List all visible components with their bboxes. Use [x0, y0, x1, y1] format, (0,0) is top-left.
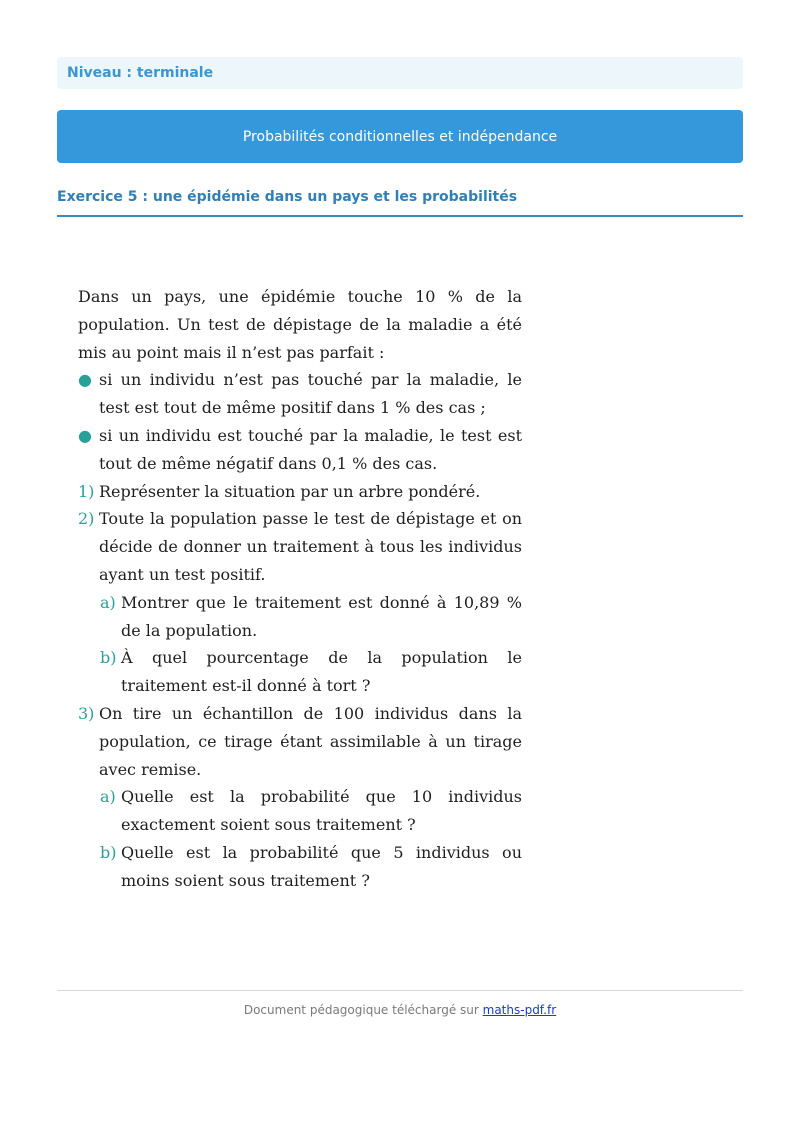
footer-link[interactable]: maths-pdf.fr	[482, 1003, 557, 1017]
bullet-item	[78, 422, 522, 478]
question-2b	[100, 644, 522, 700]
question-2a	[100, 589, 522, 645]
question-text: On tire un échantillon de 100 individus dans la population, ce tirage étant assimilable à un tirage avec remise.	[99, 703, 522, 779]
title-banner	[57, 110, 743, 163]
footer-divider	[57, 990, 743, 991]
question-number: 2)	[78, 509, 95, 529]
bullet-icon: ●	[78, 370, 92, 390]
level-label: Niveau : terminale	[67, 65, 214, 81]
bullet-text: si un individu est touché par la maladie, le test est tout de même négatif dans 0,1 % des cas.	[99, 425, 522, 473]
subquestion-text: Montrer que le traitement est donné à 10,89 % de la population.	[121, 592, 522, 640]
footer-text: Document pédagogique téléchargé sur	[243, 1003, 483, 1017]
question-text: Représenter la situation par un arbre pondéré.	[99, 481, 481, 501]
subquestion-label: b)	[100, 842, 117, 862]
bullet-icon: ●	[78, 425, 92, 445]
exercise-title: Exercice 5 : une épidémie dans un pays et les probabilités	[57, 189, 518, 205]
question-1	[78, 478, 522, 506]
subquestion-label: b)	[100, 648, 117, 668]
bullet-text: si un individu n’est pas touché par la maladie, le test est tout de même positif dans 1 % des cas ;	[99, 370, 522, 418]
bullet-item	[78, 366, 522, 422]
question-number: 1)	[78, 481, 95, 501]
question-3b	[100, 839, 522, 895]
level-box	[57, 57, 743, 89]
question-number: 3)	[78, 703, 95, 723]
subquestion-text: À quel pourcentage de la population le traitement est-il donné à tort ?	[121, 648, 522, 696]
question-3	[78, 700, 522, 783]
question-text: Toute la population passe le test de dépistage et on décide de donner un traitement à tous les individus ayant un test positif.	[99, 509, 522, 584]
exercise-intro: Dans un pays, une épidémie touche 10 % de la population. Un test de dépistage de la maladie a été mis au point mais il n’est pas parfait :	[78, 287, 522, 362]
exercise-statement	[78, 283, 522, 895]
question-3a	[100, 783, 522, 839]
subquestion-text: Quelle est la probabilité que 5 individus ou moins soient sous traitement ?	[121, 842, 522, 890]
subquestion-label: a)	[100, 592, 116, 612]
question-2	[78, 505, 522, 588]
subquestion-label: a)	[100, 787, 116, 807]
footer	[0, 1003, 800, 1017]
exercise-heading	[57, 186, 743, 217]
subquestion-text: Quelle est la probabilité que 10 individus exactement soient sous traitement ?	[121, 787, 522, 835]
page-title: Probabilités conditionnelles et indépendance	[242, 128, 558, 145]
